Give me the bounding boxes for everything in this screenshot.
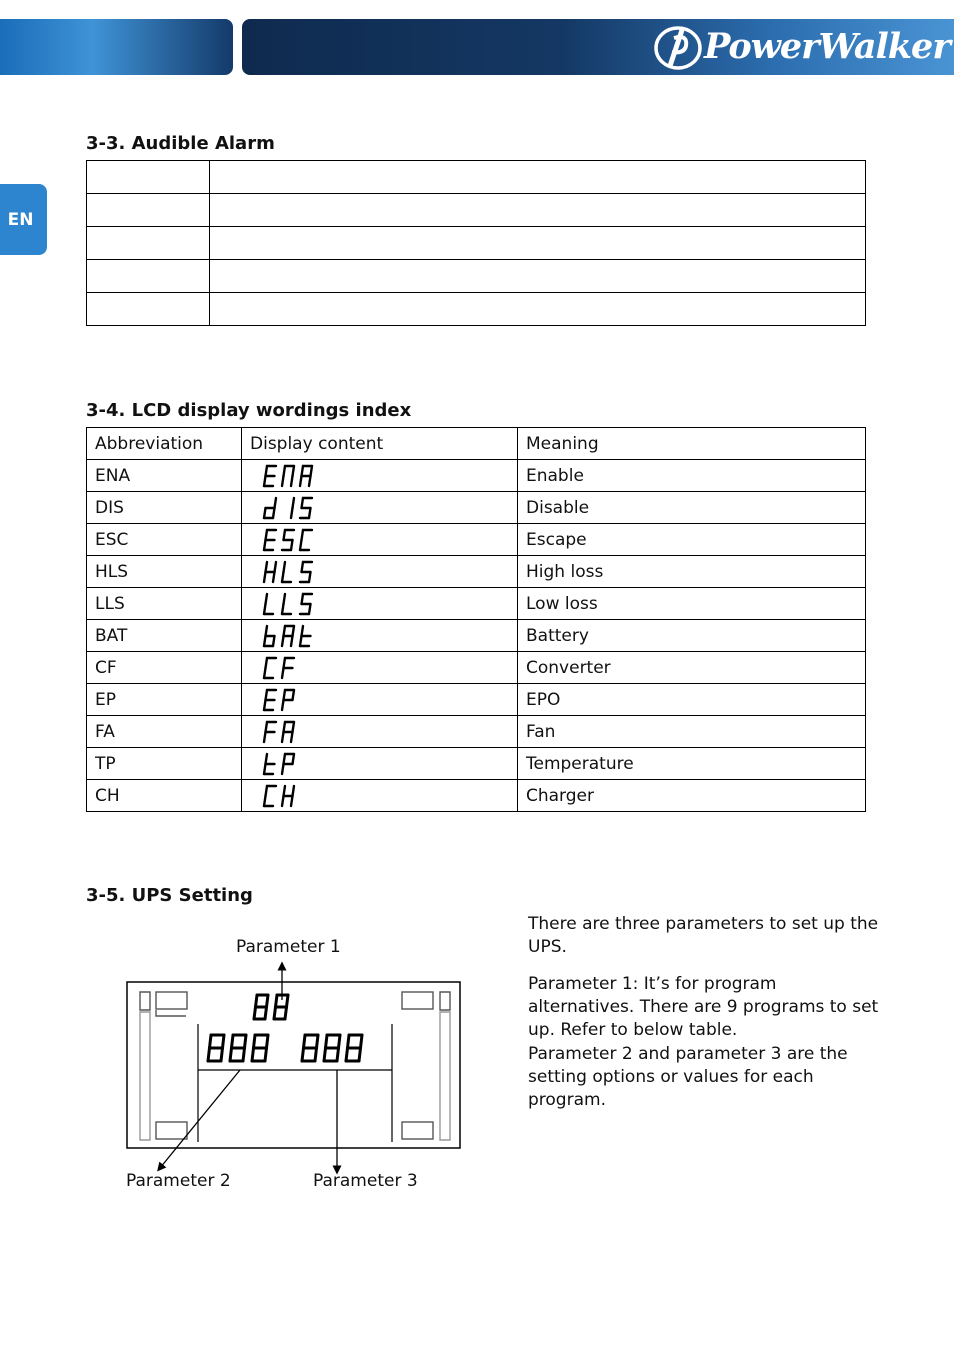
segment [275, 562, 277, 572]
table-row [87, 556, 866, 588]
display-content-cell [242, 652, 518, 684]
segment [293, 466, 295, 476]
segment [291, 540, 293, 550]
segment [264, 636, 266, 646]
abbreviation-cell: CF [87, 652, 242, 684]
segment [243, 1048, 245, 1061]
segment [291, 796, 293, 806]
segment [284, 658, 286, 668]
section-title-ups-setting: 3-5. UPS Setting [86, 885, 253, 906]
segment [276, 995, 278, 1007]
display-content-cell [242, 556, 518, 588]
parameter23-description: Parameter 2 and parameter 3 are the setting options or values for each program. [528, 1044, 848, 1110]
segment [291, 476, 293, 486]
segment [324, 1048, 326, 1061]
abbreviation-cell: DIS [87, 492, 242, 524]
segment [284, 754, 286, 764]
parameter-arrows [160, 966, 337, 1170]
display-content-cell [242, 524, 518, 556]
segment [266, 754, 268, 764]
segment [265, 1007, 267, 1019]
segment [282, 764, 284, 774]
abbreviation-cell: FA [87, 716, 242, 748]
meaning-cell: Disable [518, 492, 866, 524]
abbreviation-cell: LLS [87, 588, 242, 620]
segment [346, 1048, 348, 1061]
alarm-description-cell [210, 227, 866, 260]
segment [302, 626, 304, 636]
seven-segment-glyphs [262, 655, 304, 681]
segment [309, 476, 311, 486]
alarm-description-cell [210, 260, 866, 293]
display-content-cell [242, 492, 518, 524]
table-row [87, 227, 866, 260]
meaning-cell: High loss [518, 556, 866, 588]
segment [266, 786, 268, 796]
header-meaning: Meaning [518, 428, 866, 460]
segment [274, 1007, 276, 1019]
display-content-cell [242, 780, 518, 812]
segment [254, 1007, 256, 1019]
segment [309, 508, 311, 518]
abbreviation-cell: BAT [87, 620, 242, 652]
segment [291, 508, 293, 518]
segment [266, 722, 268, 732]
segment [284, 690, 286, 700]
meaning-cell: Enable [518, 460, 866, 492]
lcd-panel [127, 982, 460, 1148]
section-title-audible-alarm: 3-3. Audible Alarm [86, 133, 275, 154]
segment [300, 540, 302, 550]
seven-segment-glyphs [262, 463, 322, 489]
alarm-description-cell [210, 194, 866, 227]
seven-segment-glyphs [262, 495, 322, 521]
segment [284, 562, 286, 572]
ups-intro-text: There are three parameters to set up the UPS. [528, 914, 879, 957]
display-content-cell [242, 588, 518, 620]
table-row [87, 492, 866, 524]
segment [254, 1035, 256, 1048]
segment [252, 1048, 254, 1061]
segment [284, 786, 286, 796]
table-row [87, 780, 866, 812]
segment [266, 658, 268, 668]
alarm-condition-cell [87, 161, 210, 194]
display-content-cell [242, 748, 518, 780]
section-title-lcd-wordings: 3-4. LCD display wordings index [86, 400, 412, 421]
segment [282, 604, 284, 614]
header-bar-left [0, 19, 233, 75]
alarm-condition-cell [87, 260, 210, 293]
segment [300, 476, 302, 486]
parameter1-description: Parameter 1: It’s for program alternatives. There are 9 programs to set up. Refer to below table. [528, 974, 879, 1040]
table-row [87, 194, 866, 227]
seven-segment-glyphs [262, 751, 304, 777]
abbreviation-cell: ENA [87, 460, 242, 492]
segment [302, 594, 304, 604]
segment [284, 722, 286, 732]
seven-segment-glyphs [262, 623, 322, 649]
meaning-cell: Escape [518, 524, 866, 556]
abbreviation-cell: TP [87, 748, 242, 780]
segment [264, 476, 266, 486]
segment [230, 1048, 232, 1061]
table-row [87, 620, 866, 652]
segment [348, 1035, 350, 1048]
segment [266, 562, 268, 572]
segment [339, 1035, 341, 1048]
alarm-condition-cell [87, 293, 210, 326]
segment [265, 1048, 267, 1061]
segment [309, 604, 311, 614]
language-tab-en[interactable]: EN [0, 184, 47, 255]
alarm-condition-cell [87, 194, 210, 227]
segment [302, 1048, 304, 1061]
segment [287, 995, 289, 1007]
table-row [87, 652, 866, 684]
seven-segment-glyphs [262, 591, 322, 617]
meaning-cell: Low loss [518, 588, 866, 620]
seven-segment-glyphs [262, 687, 304, 713]
segment [266, 530, 268, 540]
segment [273, 572, 275, 582]
segment [264, 700, 266, 710]
segment [273, 636, 275, 646]
segment [267, 1035, 269, 1048]
segment [302, 498, 304, 508]
meaning-cell: Converter [518, 652, 866, 684]
segment [266, 626, 268, 636]
segment [232, 1035, 234, 1048]
abbreviation-cell: EP [87, 684, 242, 716]
segment [275, 498, 277, 508]
segment [264, 540, 266, 550]
segment [208, 1048, 210, 1061]
segment [282, 668, 284, 678]
segment [309, 572, 311, 582]
segment [302, 466, 304, 476]
segment [266, 594, 268, 604]
seven-segment-glyphs [262, 527, 322, 553]
segment [326, 1035, 328, 1048]
segment [282, 796, 284, 806]
segment [282, 636, 284, 646]
meaning-cell: Temperature [518, 748, 866, 780]
table-row [87, 748, 866, 780]
segment [245, 1035, 247, 1048]
table-row [87, 293, 866, 326]
segment [267, 995, 269, 1007]
display-content-cell [242, 716, 518, 748]
segment [285, 1007, 287, 1019]
meaning-cell: EPO [518, 684, 866, 716]
segment [282, 700, 284, 710]
table-row [87, 716, 866, 748]
table-row [87, 161, 866, 194]
segment [266, 466, 268, 476]
segment [284, 530, 286, 540]
lcd-digits [208, 995, 362, 1061]
segment [266, 690, 268, 700]
segment [282, 572, 284, 582]
alarm-description-cell [210, 161, 866, 194]
display-content-cell [242, 460, 518, 492]
segment [337, 1048, 339, 1061]
segment [359, 1048, 361, 1061]
abbreviation-cell: ESC [87, 524, 242, 556]
audible-alarm-table [86, 160, 866, 326]
parameter1-label: Parameter 1 [236, 937, 341, 957]
header-display-content: Display content [242, 428, 518, 460]
segment [264, 796, 266, 806]
alarm-description-cell [210, 293, 866, 326]
segment [293, 498, 295, 508]
segment [317, 1035, 319, 1048]
brand-name: PowerWalker [704, 26, 950, 67]
segment [210, 1035, 212, 1048]
segment [284, 466, 286, 476]
seven-segment-glyphs [262, 783, 304, 809]
segment [291, 732, 293, 742]
segment [284, 626, 286, 636]
segment [282, 732, 284, 742]
table-row [87, 460, 866, 492]
meaning-cell: Battery [518, 620, 866, 652]
segment [293, 722, 295, 732]
seven-segment-glyphs [262, 719, 304, 745]
segment [315, 1048, 317, 1061]
segment [264, 668, 266, 678]
parameter2-label: Parameter 2 [126, 1171, 231, 1191]
segment [264, 732, 266, 742]
meaning-cell: Charger [518, 780, 866, 812]
segment [300, 636, 302, 646]
table-row [87, 684, 866, 716]
segment [273, 508, 275, 518]
segment [302, 530, 304, 540]
lcd-wordings-table [86, 427, 866, 812]
segment [264, 508, 266, 518]
segment [291, 636, 293, 646]
table-row [87, 588, 866, 620]
parameter3-label: Parameter 3 [313, 1171, 418, 1191]
table-header-row [87, 428, 866, 460]
segment [284, 594, 286, 604]
segment [223, 1035, 225, 1048]
abbreviation-cell: HLS [87, 556, 242, 588]
segment [304, 1035, 306, 1048]
table-row [87, 260, 866, 293]
seven-segment-glyphs [262, 559, 322, 585]
segment [256, 995, 258, 1007]
table-row [87, 524, 866, 556]
segment [293, 626, 295, 636]
segment [311, 466, 313, 476]
segment [282, 476, 284, 486]
segment [264, 764, 266, 774]
segment [293, 690, 295, 700]
display-content-cell [242, 684, 518, 716]
segment [293, 786, 295, 796]
segment [293, 754, 295, 764]
header-abbreviation: Abbreviation [87, 428, 242, 460]
alarm-condition-cell [87, 227, 210, 260]
segment [302, 562, 304, 572]
segment [264, 604, 266, 614]
segment [221, 1048, 223, 1061]
segment [361, 1035, 363, 1048]
display-content-cell [242, 620, 518, 652]
meaning-cell: Fan [518, 716, 866, 748]
segment [264, 572, 266, 582]
abbreviation-cell: CH [87, 780, 242, 812]
